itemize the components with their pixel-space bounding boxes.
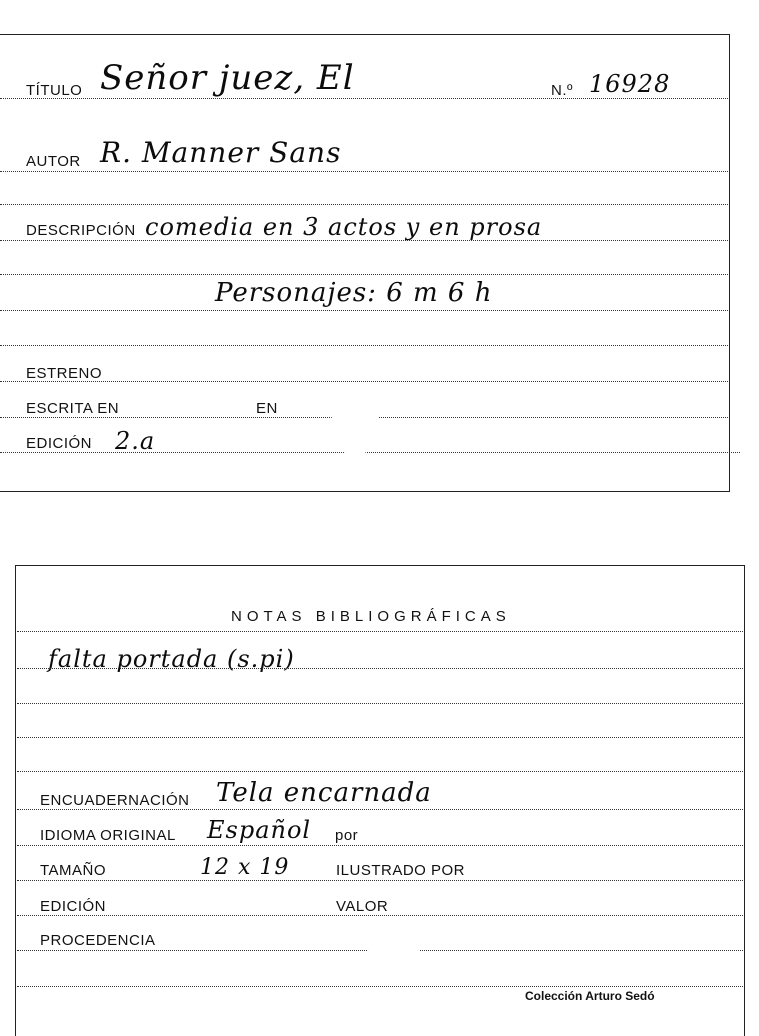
ilustrado-por-label: ILUSTRADO POR xyxy=(336,862,466,879)
collection-footer: Colección Arturo Sedó xyxy=(525,989,655,1003)
titulo-value: Señor juez, El xyxy=(100,58,355,98)
idioma-original-label: IDIOMA ORIGINAL xyxy=(40,827,176,844)
titulo-label: TÍTULO xyxy=(26,82,83,99)
blank-line xyxy=(17,771,743,772)
encuadernacion-label: ENCUADERNACIÓN xyxy=(40,792,190,809)
edicion-bottom-label: EDICIÓN xyxy=(40,898,107,915)
valor-label: VALOR xyxy=(336,898,389,915)
edicion-bottom-line xyxy=(17,915,743,916)
autor-line xyxy=(0,171,728,172)
titulo-line xyxy=(0,98,728,99)
tamano-label: TAMAÑO xyxy=(40,862,107,879)
descripcion-line xyxy=(0,240,728,241)
edicion-label: EDICIÓN xyxy=(26,435,93,452)
edicion-value: 2.a xyxy=(115,427,156,455)
descripcion-value: comedia en 3 actos y en prosa xyxy=(145,213,543,241)
blank-line xyxy=(17,703,743,704)
por-label: por xyxy=(335,827,359,844)
personajes-value: Personajes: 6 m 6 h xyxy=(215,278,493,308)
edicion-line xyxy=(0,452,740,453)
blank-line xyxy=(17,737,743,738)
estreno-label: ESTRENO xyxy=(26,365,103,382)
encuadernacion-line xyxy=(17,809,743,810)
descripcion-label: DESCRIPCIÓN xyxy=(26,222,136,239)
smudge xyxy=(330,400,380,455)
procedencia-label: PROCEDENCIA xyxy=(40,932,156,949)
autor-value: R. Manner Sans xyxy=(100,136,342,169)
nota-line xyxy=(17,668,743,669)
encuadernacion-value: Tela encarnada xyxy=(216,778,432,808)
notas-heading: NOTAS BIBLIOGRÁFICAS xyxy=(231,608,511,625)
escrita-en-label: ESCRITA EN xyxy=(26,400,120,417)
blank-line xyxy=(17,986,743,987)
nota-value: falta portada (s.pi) xyxy=(48,645,295,673)
blank-line xyxy=(0,345,728,346)
tamano-value: 12 x 19 xyxy=(200,855,290,880)
numero-value: 16928 xyxy=(589,70,671,98)
blank-line xyxy=(0,274,728,275)
idioma-original-value: Español xyxy=(207,816,312,844)
numero-label: N.º xyxy=(551,82,573,99)
heading-line xyxy=(17,631,743,632)
smudge xyxy=(368,922,420,982)
blank-line xyxy=(0,204,728,205)
personajes-line xyxy=(0,310,728,311)
idioma-line xyxy=(17,845,743,846)
escrita-en-second-label: EN xyxy=(256,400,278,417)
estreno-line xyxy=(0,381,728,382)
tamano-line xyxy=(17,880,743,881)
autor-label: AUTOR xyxy=(26,153,81,170)
